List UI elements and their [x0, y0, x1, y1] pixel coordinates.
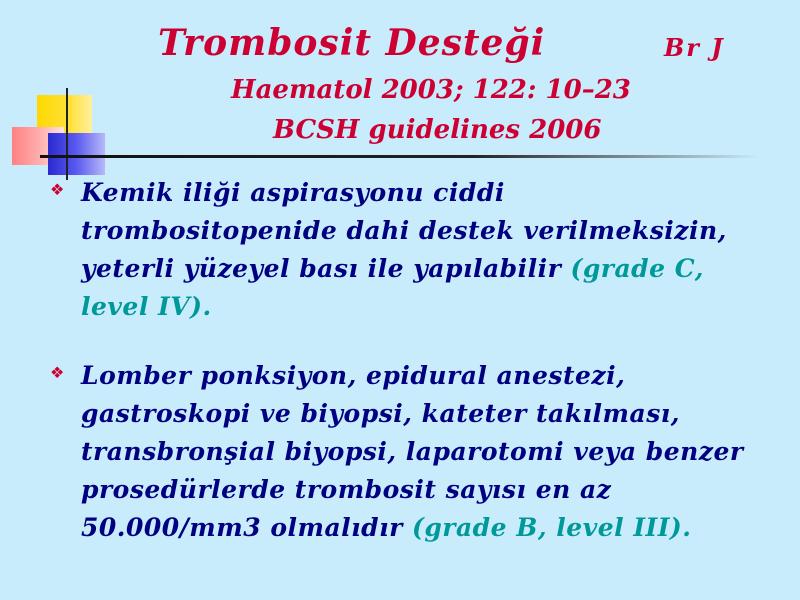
logo-blue-square: [48, 133, 105, 175]
bullet-item: [50, 357, 750, 547]
bullet-item: [50, 174, 750, 326]
bullet-diamond-icon: ❖: [50, 180, 65, 199]
slide-title: Trombosit Desteği: [158, 22, 546, 64]
bullet-body: Lomber ponksiyon, epidural anestezi, gastroskopi ve biyopsi, kateter takılması, transbronşial biyopsi, laparotomi veya benzer prosedürlerde trombosit sayısı en az 50.000/mm3 olmalıdır: [81, 361, 744, 542]
bullet-body: Kemik iliği aspirasyonu ciddi trombositopenide dahi destek verilmeksizin, yeterli yüzeyel bası ile yapılabilir: [81, 178, 727, 283]
bullet-text: [81, 357, 750, 547]
title-reference-prefix: Br J: [664, 33, 725, 62]
bullet-diamond-icon: ❖: [50, 363, 65, 382]
title-guideline: BCSH guidelines 2006: [273, 115, 602, 145]
title-divider-line: [40, 155, 760, 158]
bullet-grade: (grade C, level IV).: [81, 254, 704, 321]
title-journal-citation: Haematol 2003; 122: 10–23: [231, 75, 631, 105]
bullet-text: [81, 174, 750, 326]
bullet-grade: (grade B, level III).: [411, 513, 692, 542]
logo-vertical-line: [66, 88, 68, 180]
